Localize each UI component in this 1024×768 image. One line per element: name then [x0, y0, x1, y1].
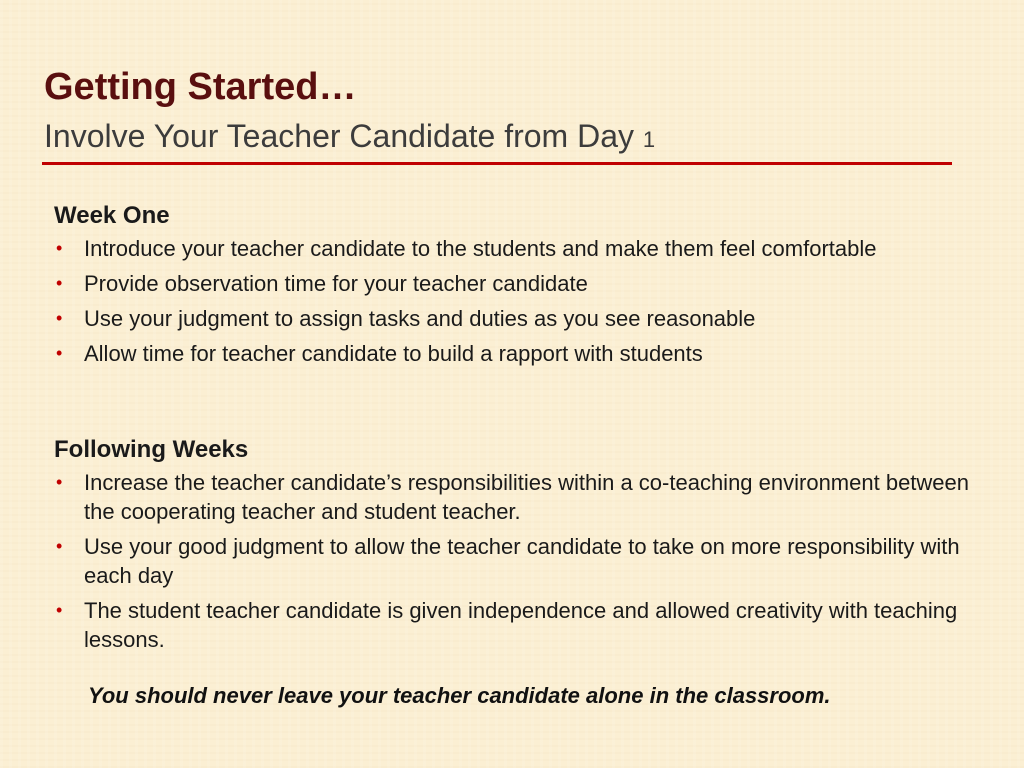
subtitle-text: Involve Your Teacher Candidate from Day — [44, 118, 643, 154]
list-item — [54, 339, 984, 368]
bullet-dot-icon: • — [56, 238, 63, 258]
list-item-text: Allow time for teacher candidate to build a rapport with students — [84, 341, 703, 366]
list-item-text: Increase the teacher candidate’s responsibilities within a co-teaching environment between the cooperating teacher and student teacher. — [84, 470, 970, 524]
bullet-list — [54, 234, 984, 368]
bullet-dot-icon: • — [56, 536, 63, 556]
slide-title: Getting Started… — [44, 66, 357, 108]
list-item-text: Use your good judgment to allow the teacher candidate to take on more responsibility with each day — [84, 534, 960, 588]
subtitle-day-number: 1 — [642, 127, 656, 152]
bullet-dot-icon: • — [56, 343, 63, 363]
list-item — [54, 304, 984, 333]
list-item — [54, 596, 984, 654]
bullet-dot-icon: • — [56, 472, 63, 492]
slide-subtitle — [44, 118, 655, 155]
list-item-text: The student teacher candidate is given independence and allowed creativity with teaching lessons. — [84, 598, 958, 652]
bullet-dot-icon: • — [56, 273, 63, 293]
section-heading: Following Weeks — [54, 436, 249, 463]
title-divider — [42, 162, 952, 165]
warning-note: You should never leave your teacher candidate alone in the classroom. — [88, 683, 831, 708]
section-heading: Week One — [54, 202, 170, 229]
bullet-dot-icon: • — [56, 600, 63, 620]
list-item — [54, 468, 984, 526]
list-item-text: Use your judgment to assign tasks and duties as you see reasonable — [84, 306, 756, 331]
bullet-list — [54, 468, 984, 654]
list-item-text: Provide observation time for your teacher candidate — [84, 271, 588, 296]
section-week-one — [54, 202, 984, 374]
section-following-weeks — [54, 436, 984, 660]
list-item — [54, 532, 984, 590]
list-item — [54, 269, 984, 298]
bullet-dot-icon: • — [56, 308, 63, 328]
list-item-text: Introduce your teacher candidate to the students and make them feel comfortable — [84, 236, 877, 261]
list-item — [54, 234, 984, 263]
